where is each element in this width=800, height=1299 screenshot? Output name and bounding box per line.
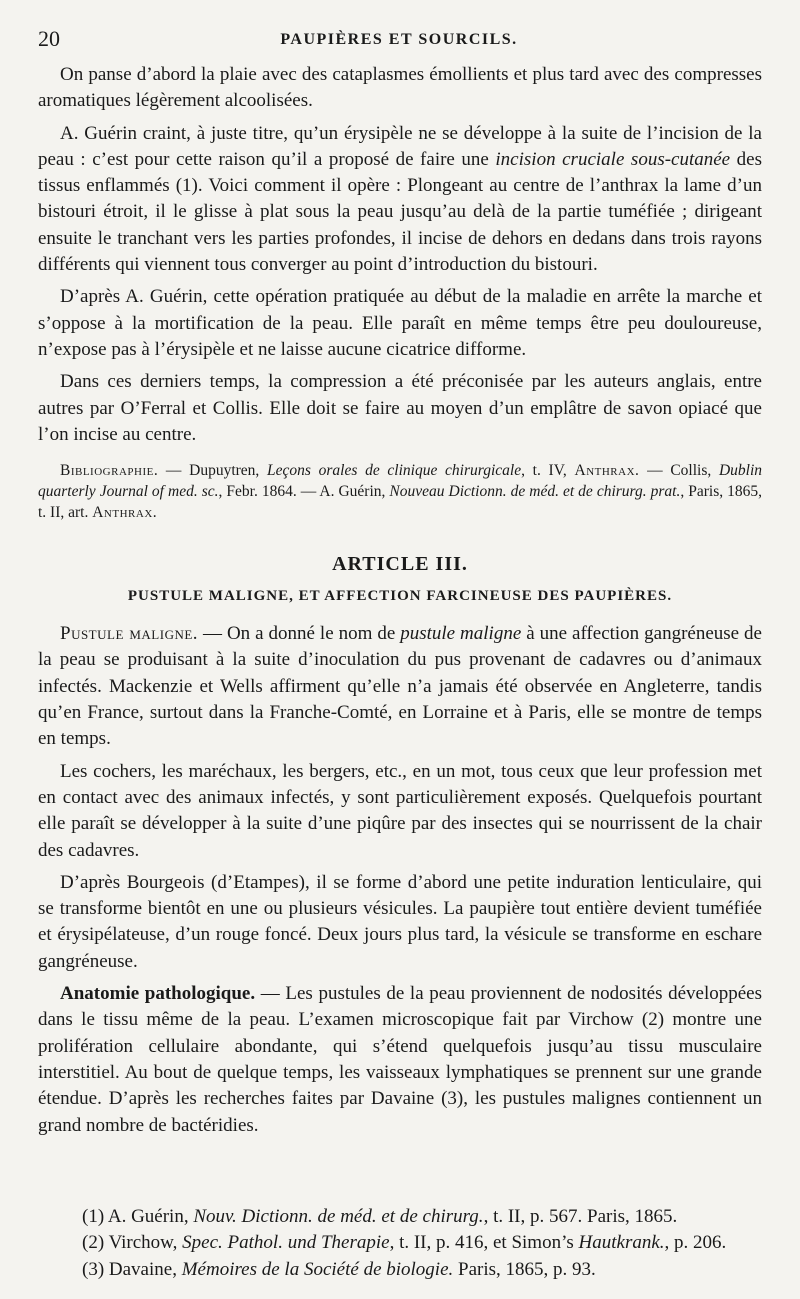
paragraph-text: à une affection gangréneuse de la peau se produisant à la suite d’inoculation du pus provenant de cadavres ou d’animaux infectés. Mackenzie et Wells affirment qu’elle n’a jamais été observée en Angleterre, tandis qu’en France, surtout dans la Franche-Comté, en Lorraine et à Paris, elle se montre de temps en temps.: [38, 623, 762, 750]
paragraph: Dans ces derniers temps, la compression a été préconisée par les auteurs anglais, entre autres par O’Ferral et Collis. Elle doit se faire au moyen d’un emplâtre de savon opiacé que l’on incise au centre.: [38, 371, 762, 445]
emphasis: incision cruciale sous-cutanée: [495, 148, 731, 170]
paragraph: D’après Bourgeois (d’Etampes), il se forme d’abord une petite induration lenticulaire, qui se transforme bientôt en une ou plusieurs vésicules. La paupière tout entière devient tuméfiée et érysipélateuse, d’un rouge foncé. Deux jours plus tard, la vésicule se transforme en eschare gangréneuse.: [38, 871, 762, 972]
article-title: ARTICLE III.: [332, 553, 468, 576]
bibliography-text: — Dupuytren,: [158, 462, 267, 480]
footnote-text: Paris, 1865, p. 93.: [453, 1258, 596, 1280]
footnote-mark: (2): [82, 1232, 105, 1254]
footnote-title: Nouv. Dictionn. de méd. et de chirurg.: [193, 1206, 484, 1227]
paragraph: [38, 621, 762, 752]
bibliography-article: Anthrax.: [574, 462, 640, 480]
bibliography-text: — Collis,: [639, 462, 719, 480]
paragraph: [38, 121, 762, 279]
paragraph: Les cochers, les maréchaux, les bergers, etc., en un mot, tous ceux que leur profession met en contact avec des animaux infectés, y sont particulièrement exposés. Quelquefois pourtant elle paraît se développer à la suite d’une piqûre par des insectes qui se nourrissent de la chair des cadavres.: [38, 760, 762, 861]
paragraph-text: — On a donné le nom de: [198, 623, 401, 645]
footnote-title: Mémoires de la Société de biologie.: [181, 1258, 454, 1280]
footnote-text: , t. II, p. 567. Paris, 1865.: [483, 1206, 678, 1227]
page-number: 20: [38, 26, 60, 51]
footnote-text: A. Guérin,: [104, 1206, 194, 1227]
footnote: [60, 1230, 760, 1256]
footnote-title: Spec. Pathol. und Therapie: [182, 1232, 390, 1254]
footnote-text: , p. 206.: [664, 1232, 727, 1254]
paragraph: [38, 981, 762, 1139]
footnote-text: Davaine,: [104, 1258, 182, 1280]
footnote-text: Virchow,: [104, 1232, 183, 1254]
bibliography-title: Leçons orales de clinique chirurgicale: [267, 462, 522, 480]
bibliography-label: Bibliographie.: [60, 462, 159, 480]
footnotes: [60, 1204, 760, 1283]
paragraph: D’après A. Guérin, cette opération pratiquée au début de la maladie en arrête la marche et s’oppose à la mortification de la peau. Elle paraît en même temps être peu douloureuse, n’expose pas à l’érysipèle et ne laisse aucune cicatrice difforme.: [38, 286, 762, 360]
bibliography-article: Anthrax.: [92, 504, 158, 522]
bibliography-title: Dublin quarterly Journal of med. sc.: [38, 462, 762, 501]
footnote: [60, 1257, 760, 1283]
footnote-title: Hautkrank.: [578, 1232, 665, 1254]
bibliography-text: , Paris, 1865, t. II, art.: [38, 483, 763, 522]
page-body: [38, 62, 762, 1145]
footnote: [60, 1204, 760, 1230]
article-subtitle: PUSTULE MALIGNE, ET AFFECTION FARCINEUSE DES PAUPIÈRES.: [127, 588, 673, 605]
footnote-mark: (1): [82, 1206, 105, 1227]
bibliography: [38, 460, 762, 523]
bibliography-text: , Febr. 1864. — A. Guérin,: [218, 483, 390, 501]
paragraph-text: — Les pustules de la peau proviennent de nodosités développées dans le tissu même de la peau. L’examen microscopique fait par Virchow (2) montre une prolifération cellulaire abondante, qui s’étend quelquefois jusqu’au tissu musculaire interstitiel. Au bout de quelque temps, les vaisseaux lymphatiques se prennent sur une grande étendue. D’après les recherches faites par Davaine (3), les pustules malignes contiennent un grand nombre de bactéridies.: [38, 983, 762, 1136]
paragraph-text: des tissus enflammés (1). Voici comment il opère : Plongeant au centre de l’anthrax la lame d’un bistouri étroit, il le glisse à plat sous la peau jusqu’au delà de la partie tuméfiée ; dirigeant ensuite le tranchant vers les parties profondes, il incise de dehors en dedans dans trois rayons différents qui viennent tous converger au point d’introduction du bistouri.: [38, 148, 763, 276]
bibliography-text: , t. IV,: [521, 462, 575, 480]
paragraph-text: A. Guérin craint, à juste titre, qu’un érysipèle ne se développe à la suite de l’incision de la peau : c’est pour cette raison qu’il a proposé de faire une: [38, 122, 762, 170]
paragraph: On panse d’abord la plaie avec des cataplasmes émollients et plus tard avec des compresses aromatiques légèrement alcoolisées.: [38, 64, 762, 112]
section-lead: Anatomie pathologique.: [60, 983, 256, 1005]
page-header: [38, 26, 760, 52]
emphasis: pustule maligne: [400, 623, 522, 645]
running-title: PAUPIÈRES ET SOURCILS.: [280, 31, 518, 48]
section-lead: Pustule maligne.: [60, 623, 199, 645]
footnote-mark: (3): [82, 1258, 105, 1280]
footnote-text: , t. II, p. 416, et Simon’s: [389, 1232, 579, 1254]
bibliography-title: Nouveau Dictionn. de méd. et de chirurg. prat.: [389, 483, 681, 501]
